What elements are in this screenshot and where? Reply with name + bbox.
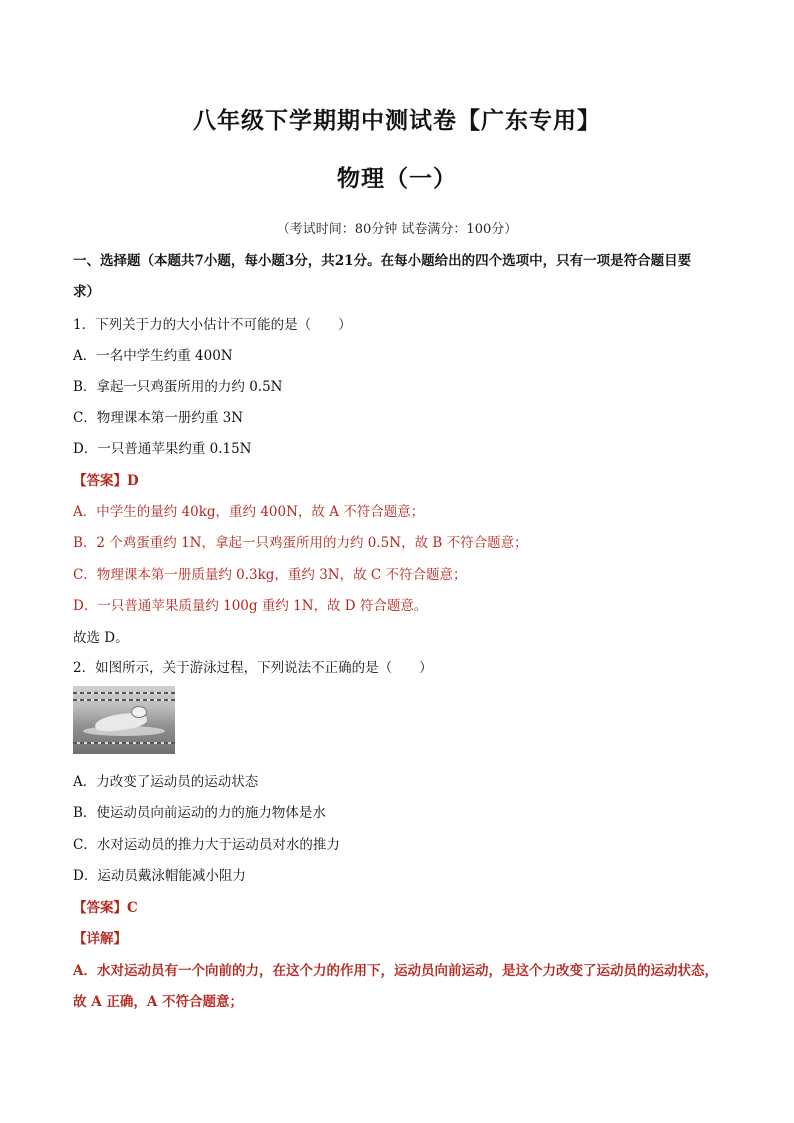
q1-option-c: C．物理课本第一册约重 3N	[73, 410, 244, 426]
q1-explanation-a: A．中学生的量约 40kg，重约 400N，故 A 不符合题意；	[73, 504, 425, 520]
q1-option-d: D．一只普通苹果约重 0.15N	[73, 441, 252, 457]
q2-option-b: B．使运动员向前运动的力的施力物体是水	[73, 805, 326, 821]
q2-detail-label: 【详解】	[73, 931, 127, 947]
q2-option-a: A．力改变了运动员的运动状态	[73, 774, 259, 790]
exam-info: （考试时间：80分钟 试卷满分：100分）	[276, 222, 518, 237]
q1-explanation-d: D．一只普通苹果质量约 100g 重约 1N，故 D 符合题意。	[73, 598, 428, 614]
q2-option-c: C．水对运动员的推力大于运动员对水的推力	[73, 837, 340, 853]
page-title: 八年级下学期期中测试卷【广东专用】	[193, 107, 601, 134]
q1-conclusion: 故选 D。	[73, 630, 129, 646]
q2-detail-line-2: 故 A 正确，A 不符合题意；	[73, 994, 244, 1010]
q2-answer: 【答案】C	[73, 900, 138, 916]
section-heading-cont: 求）	[73, 284, 100, 300]
q1-option-b: B．拿起一只鸡蛋所用的力约 0.5N	[73, 379, 283, 395]
page-subtitle: 物理（一）	[337, 165, 457, 192]
q2-option-d: D．运动员戴泳帽能减小阻力	[73, 868, 246, 884]
section-heading: 一、选择题（本题共7小题，每小题3分，共21分。在每小题给出的四个选项中，只有一项是符合题目要	[73, 253, 692, 269]
swimmer-photo	[73, 686, 175, 754]
q1-answer: 【答案】D	[73, 473, 139, 489]
q1-explanation-c: C．物理课本第一册质量约 0.3kg，重约 3N，故 C 不符合题意；	[73, 567, 467, 583]
question-2-stem: 2．如图所示，关于游泳过程，下列说法不正确的是（ ）	[73, 660, 433, 676]
q2-detail-line-1: A．水对运动员有一个向前的力，在这个力的作用下，运动员向前运动，是这个力改变了运动员的运动状态，	[73, 963, 718, 979]
q1-option-a: A．一名中学生约重 400N	[73, 348, 233, 364]
question-1-stem: 1．下列关于力的大小估计不可能的是（ ）	[73, 317, 352, 333]
q1-explanation-b: B．2 个鸡蛋重约 1N，拿起一只鸡蛋所用的力约 0.5N，故 B 不符合题意；	[73, 535, 528, 551]
